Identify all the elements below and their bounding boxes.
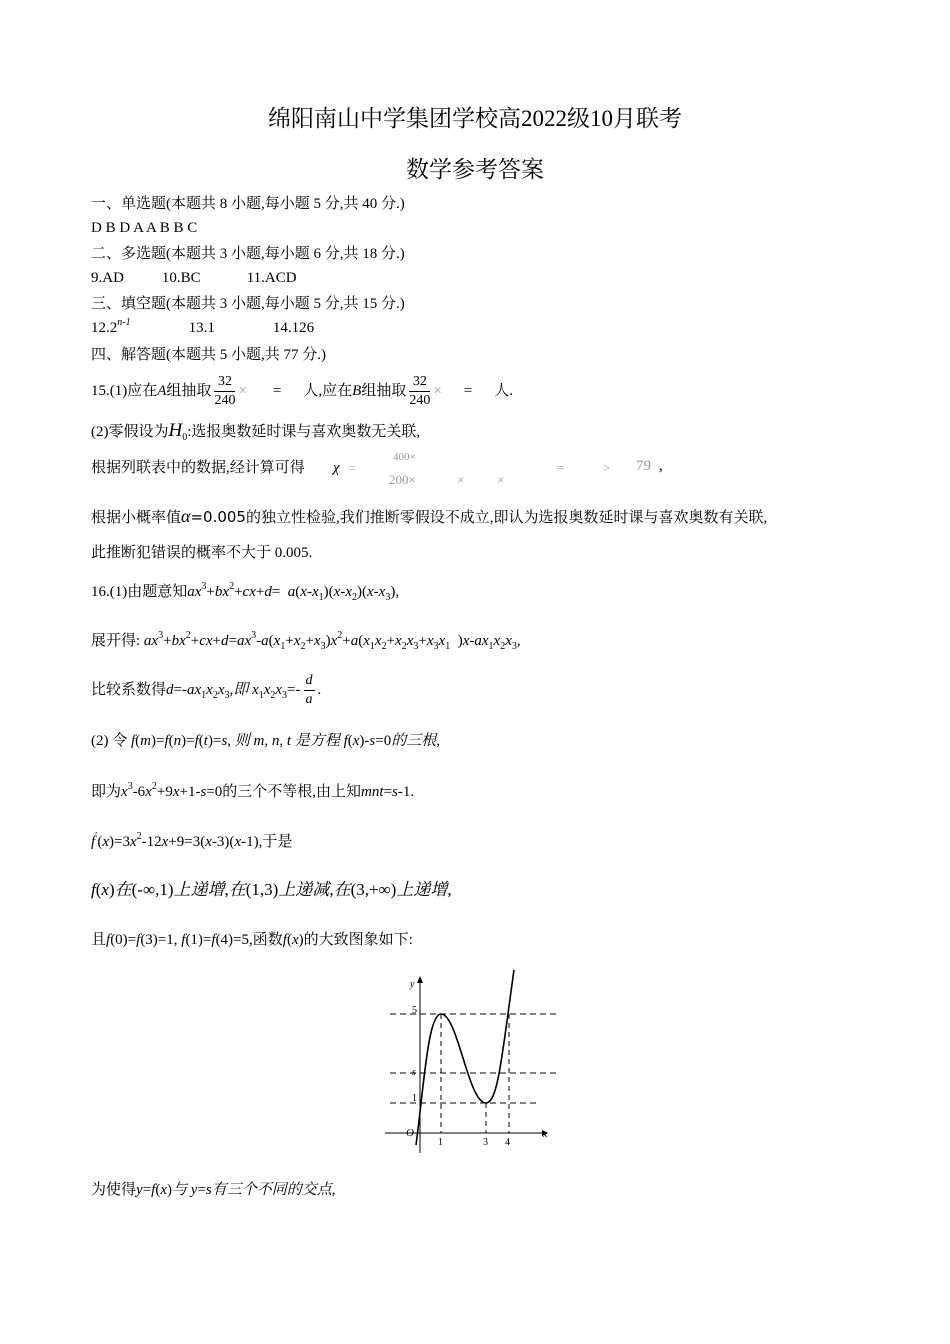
x-tick-1: 1 (438, 1137, 443, 1148)
y-tick-5: 5 (412, 1005, 417, 1016)
answer-9: 9.AD (91, 270, 124, 286)
q15-error-prob: 此推断犯错误的概率不大于 0.005. (91, 545, 313, 561)
q16-part2-monotonic: f(x)在(-∞,1)上递增,在(1,3)上递减,在(3,+∞)上递增, (91, 880, 452, 899)
answer-11: 11.ACD (246, 270, 297, 286)
q16-part2-cubic: 即为$x^3-6x^2+9x+1-s=0$的三个不等根,由上知mnt=s-1. (91, 781, 415, 800)
origin-label: O (406, 1127, 414, 1139)
answer-10: 10.BC (161, 270, 201, 286)
q16-part2-values: 且f(0)=f(3)=1, f(1)=f(4)=5,函数f(x)的大致图象如下: (91, 932, 413, 948)
y-axis-label: y (410, 979, 415, 990)
x-tick-3: 3 (483, 1137, 488, 1148)
section-heading-multi-choice: 二、多选题(本题共 3 小题,每小题 6 分,共 18 分.) (91, 246, 405, 262)
y-tick-1: 1 (412, 1093, 417, 1104)
q15-part2-hypothesis: (2)零假设为$H_0$:选报奥数延时课与喜欢奥数无关联, (91, 420, 421, 443)
y-tick-s: s (412, 1067, 416, 1078)
page-title: 绵阳南山中学集团学校高2022级10月联考 (268, 106, 682, 131)
fraction-32-240-a: $\frac{32}{240}$ (214, 374, 236, 409)
x-axis-label: x (543, 1129, 548, 1140)
answers-fill-blank (91, 318, 314, 338)
answer-12: 12.2$^{n-1}$ (91, 317, 131, 336)
q15-conclusion: 根据小概率值α=0.005的独立性检验,我们推断零假设不成立,即认为选报奥数延时课与喜欢奥数有关联, (91, 506, 768, 526)
answers-multi-choice (91, 268, 297, 288)
page-subtitle: 数学参考答案 (406, 157, 544, 182)
answer-14: 14.126 (272, 320, 315, 336)
y-axis-arrow (417, 976, 423, 983)
q15-part1: 15.(1)应在A组抽取 $\frac{32}{240}$ × = 人,应在B组抽取 $\frac{32}{240}$ × = 人. (91, 374, 514, 409)
q16-part1-compare: 比较系数得$d=-ax_1x_2x_3$,即 $x_1x_2x_3=-$ $\frac{d}{a}$ . (91, 673, 322, 708)
answer-13: 13.1 (188, 320, 215, 336)
q16-part2-setup: (2) 令 f(m)=f(n)=f(t)=s, 则 m, n, t 是方程 f(x)-s=0的三根, (91, 733, 440, 749)
q16-part2-derivative: $f'(x)=3x^2-12x+9=3(x-3)(x-1)$,于是 (91, 831, 293, 850)
q16-part2-intersect: 为使得y=f(x)与 y=s有三个不同的交点, (91, 1182, 336, 1198)
q16-part1-line1: 16.(1)由题意知$ax^3+bx^2+cx+d= a(x-x_1)(x-x_2)(x-x_3)$, (91, 581, 400, 603)
cubic-curve (416, 970, 514, 1145)
section-heading-fill-blank: 三、填空题(本题共 3 小题,每小题 5 分,共 15 分.) (91, 296, 405, 312)
answers-single-choice: D B D A A B B C (91, 220, 198, 236)
function-graph (380, 965, 560, 1155)
fraction-d-over-a: $\frac{d}{a}$ (305, 673, 313, 708)
fraction-32-240-b: $\frac{32}{240}$ (409, 374, 431, 409)
section-heading-solutions: 四、解答题(本题共 5 小题,共 77 分.) (91, 347, 326, 363)
q16-part1-expand: 展开得: $ax^3+bx^2+cx+d=ax^3-a(x_1+x_2+x_3)x^2+a(x_1x_2+x_2x_3+x_3x_1$ )$x-ax_1x_2x_3$, (91, 630, 521, 652)
section-heading-single-choice: 一、单选题(本题共 8 小题,每小题 5 分,共 40 分.) (91, 196, 405, 212)
x-tick-4: 4 (505, 1137, 510, 1148)
